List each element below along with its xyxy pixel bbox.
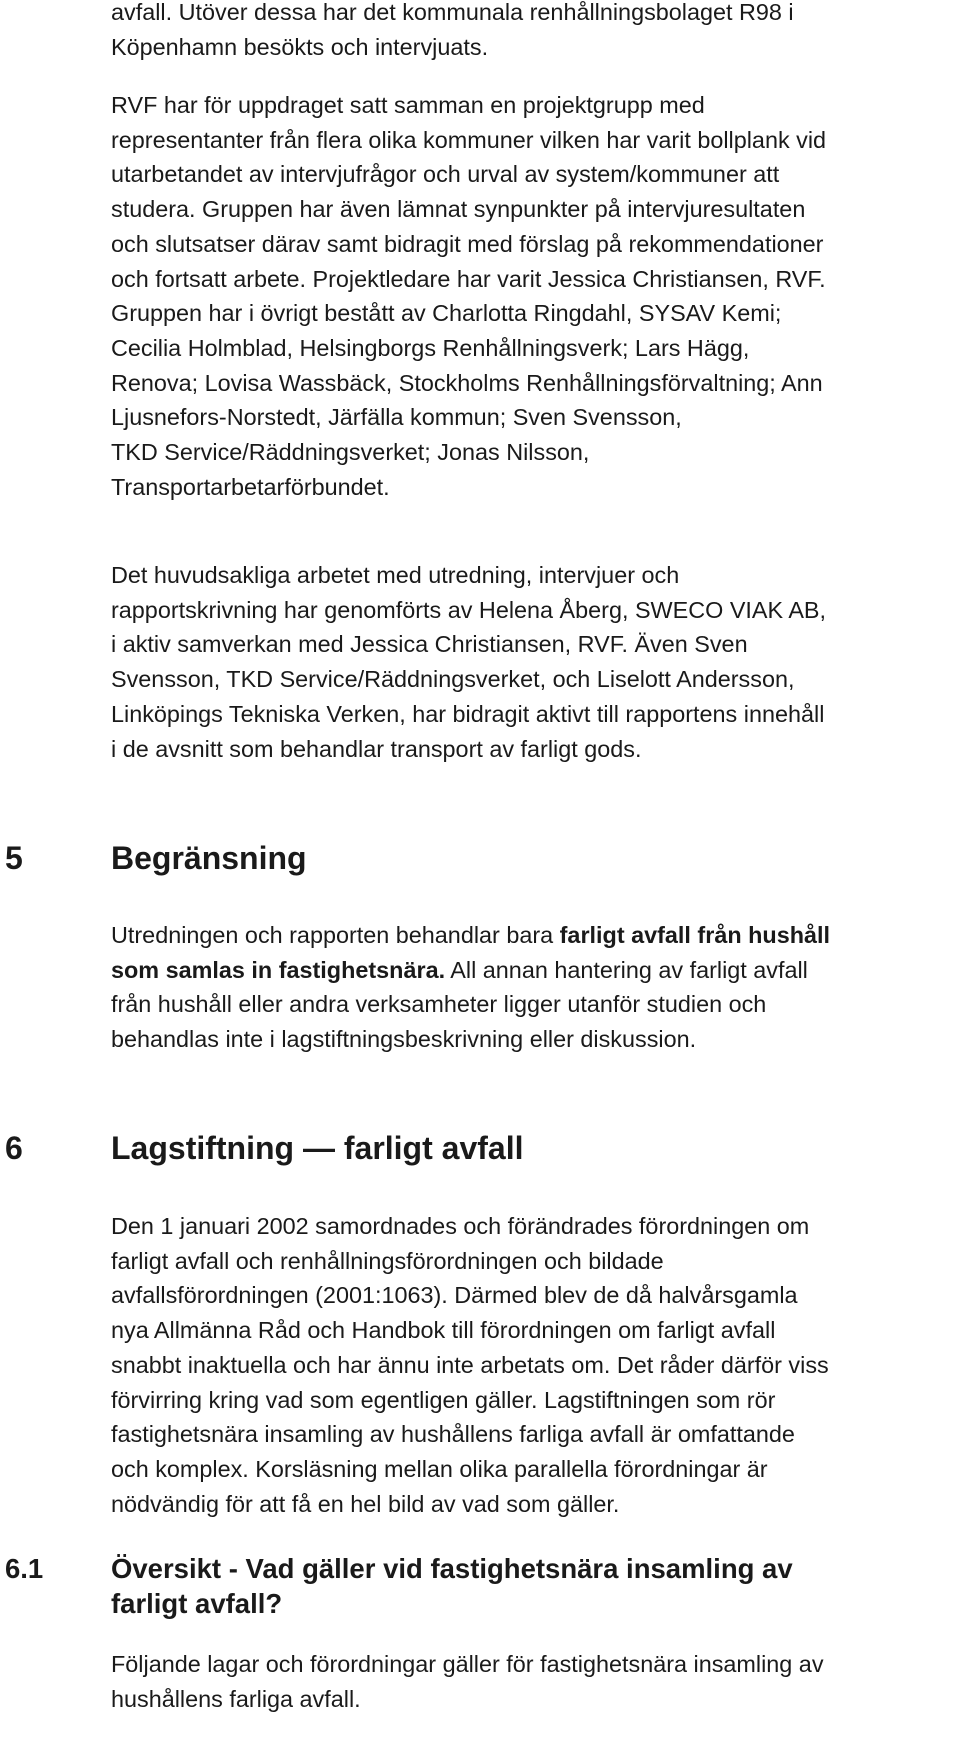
text-line: Följande lagar och förordningar gäller för fastighetsnära insamling av bbox=[111, 1651, 824, 1677]
bold-emphasis: farligt avfall från hushåll bbox=[559, 922, 830, 948]
text-line: utarbetandet av intervjufrågor och urval av system/kommuner att bbox=[111, 161, 780, 188]
text-line: behandlas inte i lagstiftningsbeskrivning eller diskussion. bbox=[111, 1026, 697, 1053]
section-title: Lagstiftning — farligt avfall bbox=[111, 1130, 524, 1166]
text-line: nya Allmänna Råd och Handbok till förordningen om farligt avfall bbox=[111, 1317, 776, 1344]
bold-emphasis: som samlas in fastighetsnära. bbox=[111, 956, 446, 983]
text-line: avfallsförordningen (2001:1063). Därmed blev de då halvårsgamla bbox=[111, 1282, 798, 1309]
section-number: 6 bbox=[5, 1130, 23, 1166]
text-line bbox=[111, 918, 956, 953]
text-line: TKD Service/Räddningsverket; Jonas Nilsson, bbox=[111, 439, 590, 466]
text-line: Gruppen har i övrigt bestått av Charlotta Ringdahl, SYSAV Kemi; bbox=[111, 300, 782, 327]
text-line: och fortsatt arbete. Projektledare har varit Jessica Christiansen, RVF. bbox=[111, 265, 826, 292]
text-line: Renova; Lovisa Wassbäck, Stockholms Renhållningsförvaltning; Ann bbox=[111, 369, 823, 396]
title-line: farligt avfall? bbox=[111, 1587, 283, 1619]
text-line: Köpenhamn besökts och intervjuats. bbox=[111, 33, 489, 60]
intro-paragraph bbox=[111, 0, 956, 64]
text-line: RVF har för uppdraget satt samman en projektgrupp med bbox=[111, 92, 705, 118]
text-line bbox=[111, 953, 956, 988]
text-run: Utredningen och rapporten behandlar bara bbox=[111, 922, 560, 948]
projektgrupp-paragraph bbox=[111, 88, 956, 504]
text-line: i de avsnitt som behandlar transport av farligt gods. bbox=[111, 735, 642, 762]
text-line: fastighetsnära insamling av hushållens farliga avfall är omfattande bbox=[111, 1421, 795, 1448]
section-number: 6.1 bbox=[5, 1553, 44, 1584]
text-line: farligt avfall och renhållningsförordningen och bildade bbox=[111, 1247, 664, 1274]
section-6-paragraph bbox=[111, 1209, 956, 1521]
text-line: Transportarbetarförbundet. bbox=[111, 473, 390, 500]
text-line: nödvändig för att få en hel bild av vad som gäller. bbox=[111, 1490, 620, 1517]
text-line: förvirring kring vad som egentligen gäller. Lagstiftningen som rör bbox=[111, 1386, 776, 1413]
text-line: Linköpings Tekniska Verken, har bidragit aktivt till rapportens innehåll bbox=[111, 700, 825, 727]
text-line: hushållens farliga avfall. bbox=[111, 1685, 361, 1712]
section-number: 5 bbox=[5, 840, 23, 876]
text-line: rapportskrivning har genomförts av Helena Åberg, SWECO VIAK AB, bbox=[111, 596, 827, 623]
section-title: Begränsning bbox=[111, 840, 307, 876]
text-line: från hushåll eller andra verksamheter ligger utanför studien och bbox=[111, 991, 767, 1018]
text-line: Det huvudsakliga arbetet med utredning, intervjuer och bbox=[111, 562, 680, 588]
section-title bbox=[111, 1552, 951, 1621]
text-line: representanter från flera olika kommuner vilken har varit bollplank vid bbox=[111, 126, 827, 153]
text-line: Den 1 januari 2002 samordnades och förändrades förordningen om bbox=[111, 1213, 810, 1239]
utredning-paragraph bbox=[111, 558, 956, 766]
text-line: avfall. Utöver dessa har det kommunala renhållningsbolaget R98 i bbox=[111, 0, 794, 25]
text-line: studera. Gruppen har även lämnat synpunkter på intervjuresultaten bbox=[111, 196, 806, 223]
section-6-1-paragraph bbox=[111, 1647, 956, 1716]
section-5-paragraph bbox=[111, 918, 956, 1057]
text-line: Svensson, TKD Service/Räddningsverket, och Liselott Andersson, bbox=[111, 666, 795, 693]
text-line: Ljusnefors-Norstedt, Järfälla kommun; Sven Svensson, bbox=[111, 404, 682, 431]
text-line: i aktiv samverkan med Jessica Christiansen, RVF. Även Sven bbox=[111, 631, 748, 658]
text-line: och slutsatser därav samt bidragit med förslag på rekommendationer bbox=[111, 230, 824, 257]
text-run: All annan hantering av farligt avfall bbox=[445, 956, 808, 983]
text-line: och komplex. Korsläsning mellan olika parallella förordningar är bbox=[111, 1455, 768, 1482]
text-line: snabbt inaktuella och har ännu inte arbetats om. Det råder därför viss bbox=[111, 1351, 829, 1378]
text-line: Cecilia Holmblad, Helsingborgs Renhållningsverk; Lars Hägg, bbox=[111, 334, 750, 361]
title-line: Översikt - Vad gäller vid fastighetsnära insamling av bbox=[111, 1553, 793, 1584]
